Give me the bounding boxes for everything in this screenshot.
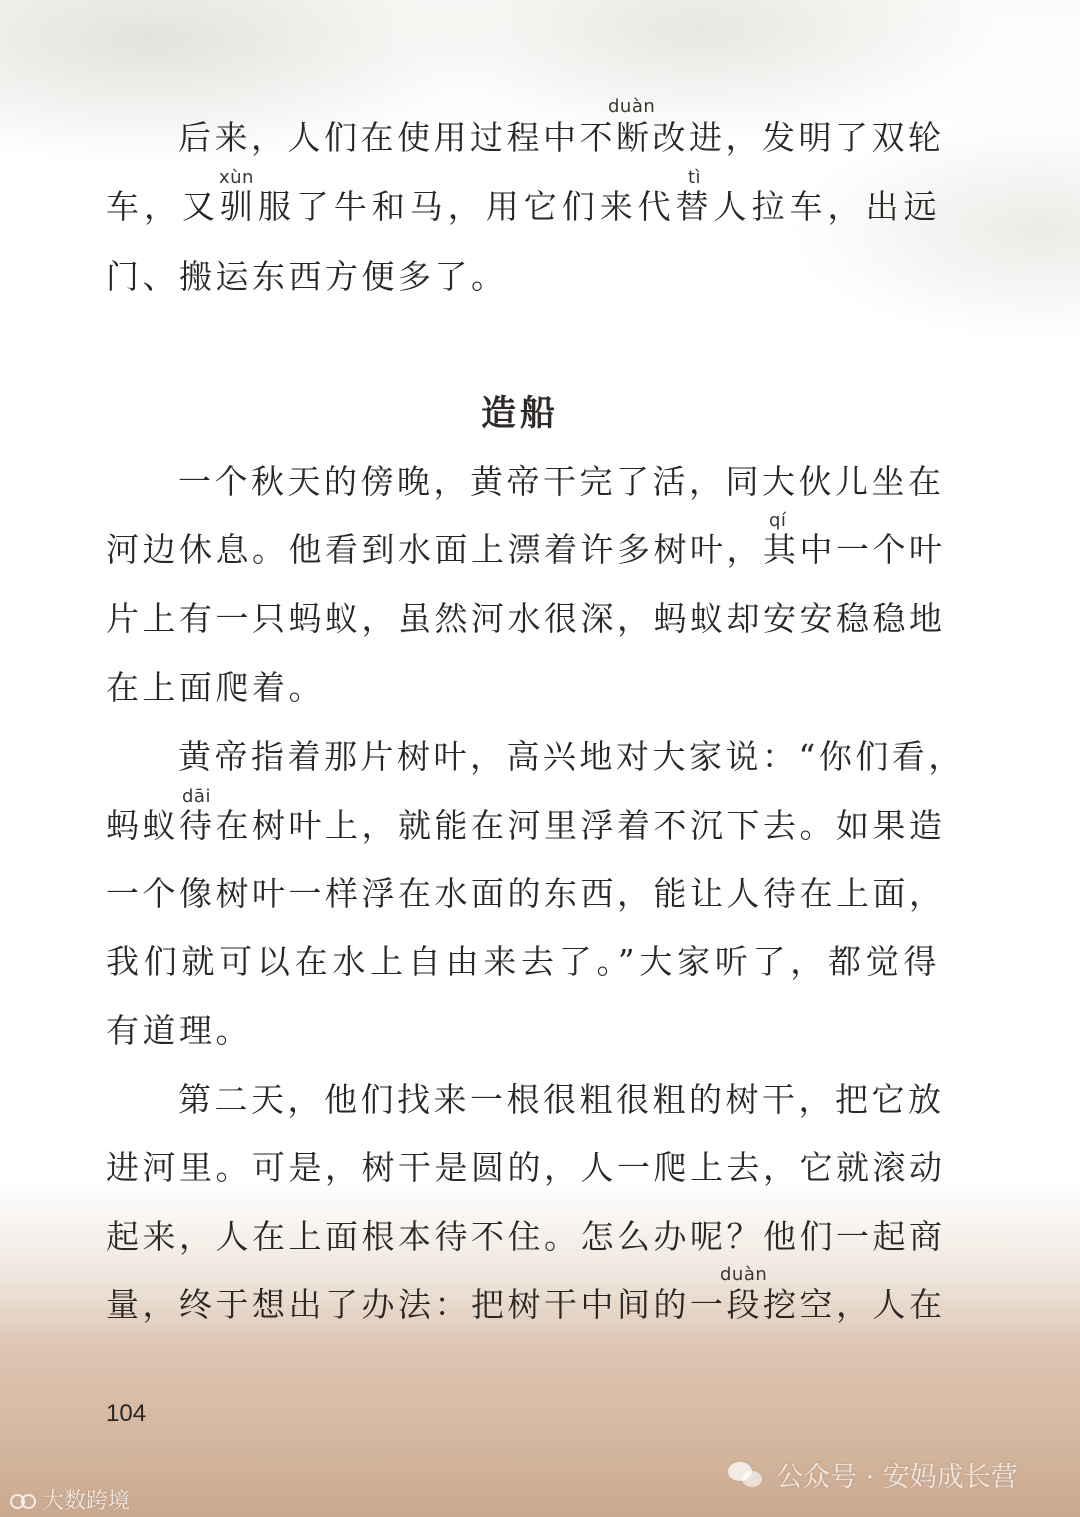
- paragraph-line: 第二天，他们找来一根很粗很粗的树干，把它放: [178, 1080, 945, 1119]
- pinyin-annotation: xùn: [219, 167, 254, 188]
- paragraph-line: 一个像树叶一样浮在水面的东西，能让人待在上面，: [106, 874, 946, 913]
- source-watermark-text: 大数跨境: [42, 1489, 131, 1514]
- paragraph-line: 我们就可以在水上自由来去了。”大家听了，都觉得: [106, 942, 940, 981]
- paragraph-line: 门、搬运东西方便多了。: [106, 257, 508, 296]
- wechat-watermark-text: 公众号 · 安妈成长营: [776, 1462, 1018, 1493]
- paragraph-line: 一个秋天的傍晚，黄帝干完了活，同大伙儿坐在: [178, 462, 945, 501]
- pinyin-annotation: dāi: [182, 786, 211, 807]
- link-icon: [10, 1491, 36, 1509]
- source-watermark: [10, 1484, 130, 1515]
- paragraph-line: 蚂蚁待在树叶上，就能在河里浮着不沉下去。如果造: [106, 806, 946, 845]
- paragraph-line: 河边休息。他看到水面上漂着许多树叶，其中一个叶: [106, 530, 946, 569]
- paragraph-line: 有道理。: [106, 1011, 252, 1050]
- pinyin-annotation: qí: [769, 510, 787, 531]
- paragraph-line: 进河里。可是，树干是圆的，人一爬上去，它就滚动: [106, 1148, 946, 1187]
- paragraph-line: 黄帝指着那片树叶，高兴地对大家说：“你们看，: [178, 737, 965, 776]
- paragraph-line: 起来，人在上面根本待不住。怎么办呢？他们一起商: [106, 1217, 946, 1256]
- page-number: 104: [106, 1400, 147, 1427]
- wechat-watermark: [728, 1455, 1018, 1494]
- wechat-icon: [728, 1460, 766, 1490]
- paragraph-line: 量，终于想出了办法：把树干中间的一段挖空，人在: [106, 1285, 946, 1324]
- paragraph-line: 车，又驯服了牛和马，用它们来代替人拉车，出远: [106, 187, 940, 226]
- section-heading: 造船: [480, 393, 559, 434]
- paragraph-line: 后来，人们在使用过程中不断改进，发明了双轮: [178, 118, 945, 157]
- pinyin-annotation: tì: [688, 167, 702, 188]
- pinyin-annotation: duàn: [608, 96, 656, 117]
- paragraph-line: 在上面爬着。: [106, 668, 325, 707]
- pinyin-annotation: duàn: [720, 1264, 768, 1285]
- paragraph-line: 片上有一只蚂蚁，虽然河水很深，蚂蚁却安安稳稳地: [106, 599, 946, 638]
